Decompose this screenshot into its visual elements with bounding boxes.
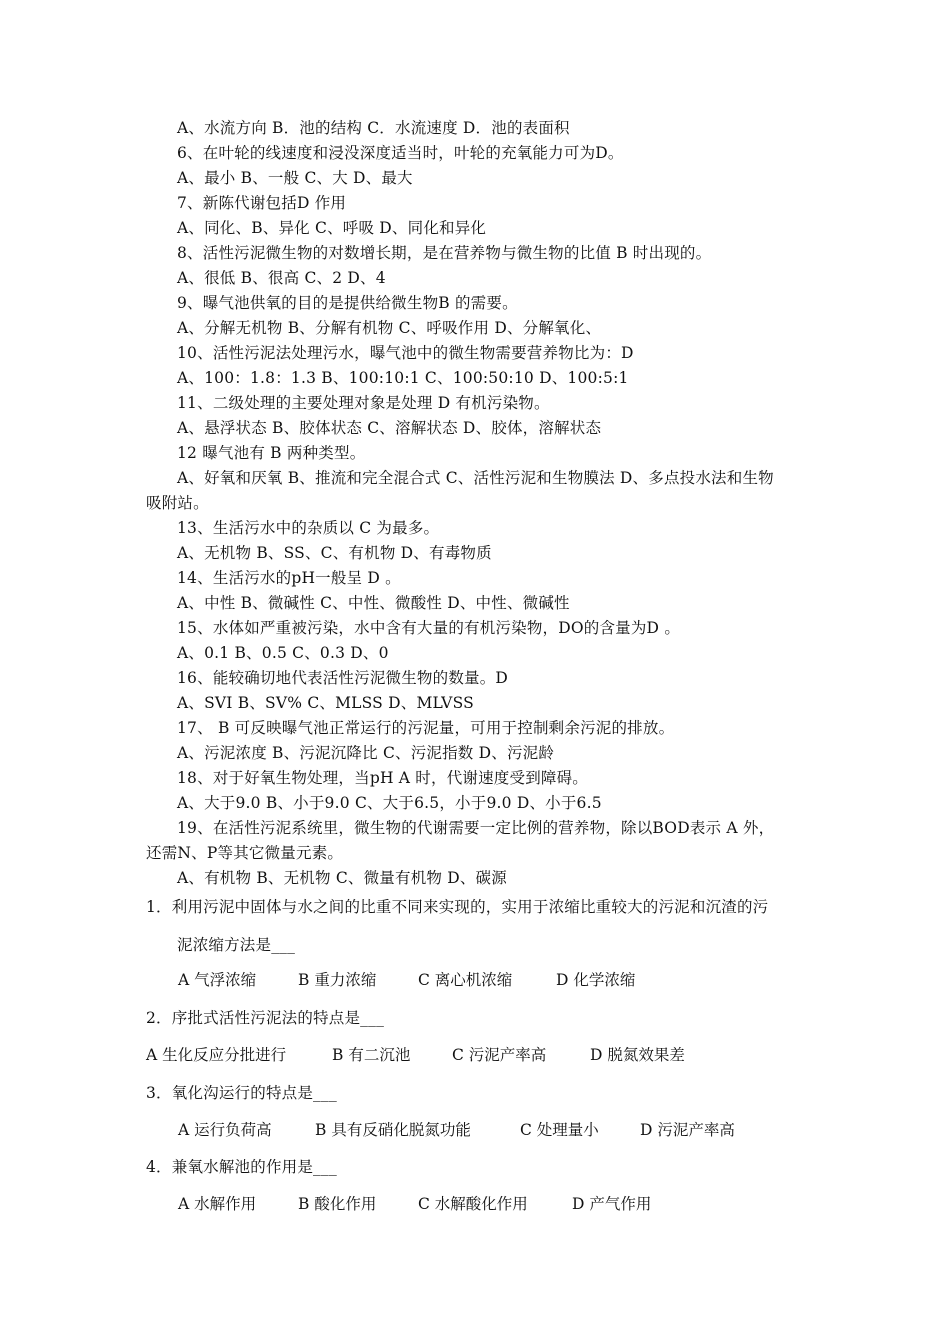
text-line: 10、活性污泥法处理污水，曝气池中的微生物需要营养物比为：D [177,344,634,362]
option-a: A 运行负荷高 [178,1121,272,1139]
option-c: C 污泥产率高 [452,1046,547,1064]
text-line: A、分解无机物 B、分解有机物 C、呼吸作用 D、分解氧化、 [177,319,602,337]
text-line: 13、生活污水中的杂质以 C 为最多。 [177,519,440,537]
text-line: 8、活性污泥微生物的对数增长期，是在营养物与微生物的比值 B 时出现的。 [177,244,712,262]
question-4: 4．兼氧水解池的作用是___ [146,1158,337,1176]
text-line: A、水流方向 B．池的结构 C．水流速度 D．池的表面积 [177,119,570,137]
text-line: 15、水体如严重被污染，水中含有大量的有机污染物，DO的含量为D 。 [177,619,681,637]
text-line: A、有机物 B、无机物 C、微量有机物 D、碳源 [177,869,507,887]
option-d: D 产气作用 [572,1195,652,1213]
text-line: A、100：1.8：1.3 B、100:10:1 C、100:50:10 D、100:5:1 [177,369,629,387]
text-line: 19、在活性污泥系统里，微生物的代谢需要一定比例的营养物，除以BOD表示 A 外， [177,819,775,837]
option-c: C 水解酸化作用 [418,1195,528,1213]
option-c: C 离心机浓缩 [418,971,513,989]
text-line: 14、生活污水的pH一般呈 D 。 [177,569,401,587]
text-line: A、悬浮状态 B、胶体状态 C、溶解状态 D、胶体，溶解状态 [177,419,602,437]
text-line: 18、对于好氧生物处理，当pH A 时，代谢速度受到障碍。 [177,769,589,787]
text-line: A、大于9.0 B、小于9.0 C、大于6.5，小于9.0 D、小于6.5 [177,794,602,812]
text-line: 17、 B 可反映曝气池正常运行的污泥量，可用于控制剩余污泥的排放。 [177,719,675,737]
question-1-line-2: 泥浓缩方法是___ [177,936,296,954]
option-a: A 气浮浓缩 [178,971,257,989]
option-b: B 有二沉池 [332,1046,411,1064]
option-d: D 脱氮效果差 [590,1046,685,1064]
text-line: 7、新陈代谢包括D 作用 [177,194,347,212]
text-line: A、最小 B、一般 C、大 D、最大 [177,169,413,187]
text-line: A、中性 B、微碱性 C、中性、微酸性 D、中性、微碱性 [177,594,570,612]
question-1-line-1: 1．利用污泥中固体与水之间的比重不同来实现的，实用于浓缩比重较大的污泥和沉渣的污 [146,898,769,916]
text-line: A、同化、B、异化 C、呼吸 D、同化和异化 [177,219,487,237]
text-line: 吸附站。 [146,494,209,512]
option-d: D 污泥产率高 [640,1121,735,1139]
option-a: A 水解作用 [178,1195,257,1213]
option-b: B 重力浓缩 [298,971,377,989]
question-3: 3．氧化沟运行的特点是___ [146,1084,337,1102]
text-line: A、好氧和厌氧 B、推流和完全混合式 C、活性污泥和生物膜法 D、多点投水法和生物 [177,469,774,487]
text-line: 还需N、P等其它微量元素。 [146,844,344,862]
text-line: A、0.1 B、0.5 C、0.3 D、0 [177,644,389,662]
text-line: A、污泥浓度 B、污泥沉降比 C、污泥指数 D、污泥龄 [177,744,555,762]
text-line: A、很低 B、很高 C、2 D、4 [177,269,386,287]
option-a: A 生化反应分批进行 [146,1046,287,1064]
text-line: 16、能较确切地代表活性污泥微生物的数量。D [177,669,509,687]
text-line: 6、在叶轮的线速度和浸没深度适当时，叶轮的充氧能力可为D。 [177,144,624,162]
option-b: B 具有反硝化脱氮功能 [315,1121,471,1139]
option-d: D 化学浓缩 [556,971,636,989]
text-line: 12 曝气池有 B 两种类型。 [177,444,366,462]
option-c: C 处理量小 [520,1121,599,1139]
question-2: 2．序批式活性污泥法的特点是___ [146,1009,385,1027]
text-line: 11、二级处理的主要处理对象是处理 D 有机污染物。 [177,394,550,412]
text-line: 9、曝气池供氧的目的是提供给微生物B 的需要。 [177,294,518,312]
option-b: B 酸化作用 [298,1195,377,1213]
text-line: A、SVI B、SV% C、MLSS D、MLVSS [177,694,474,712]
text-line: A、无机物 B、SS、C、有机物 D、有毒物质 [177,544,492,562]
